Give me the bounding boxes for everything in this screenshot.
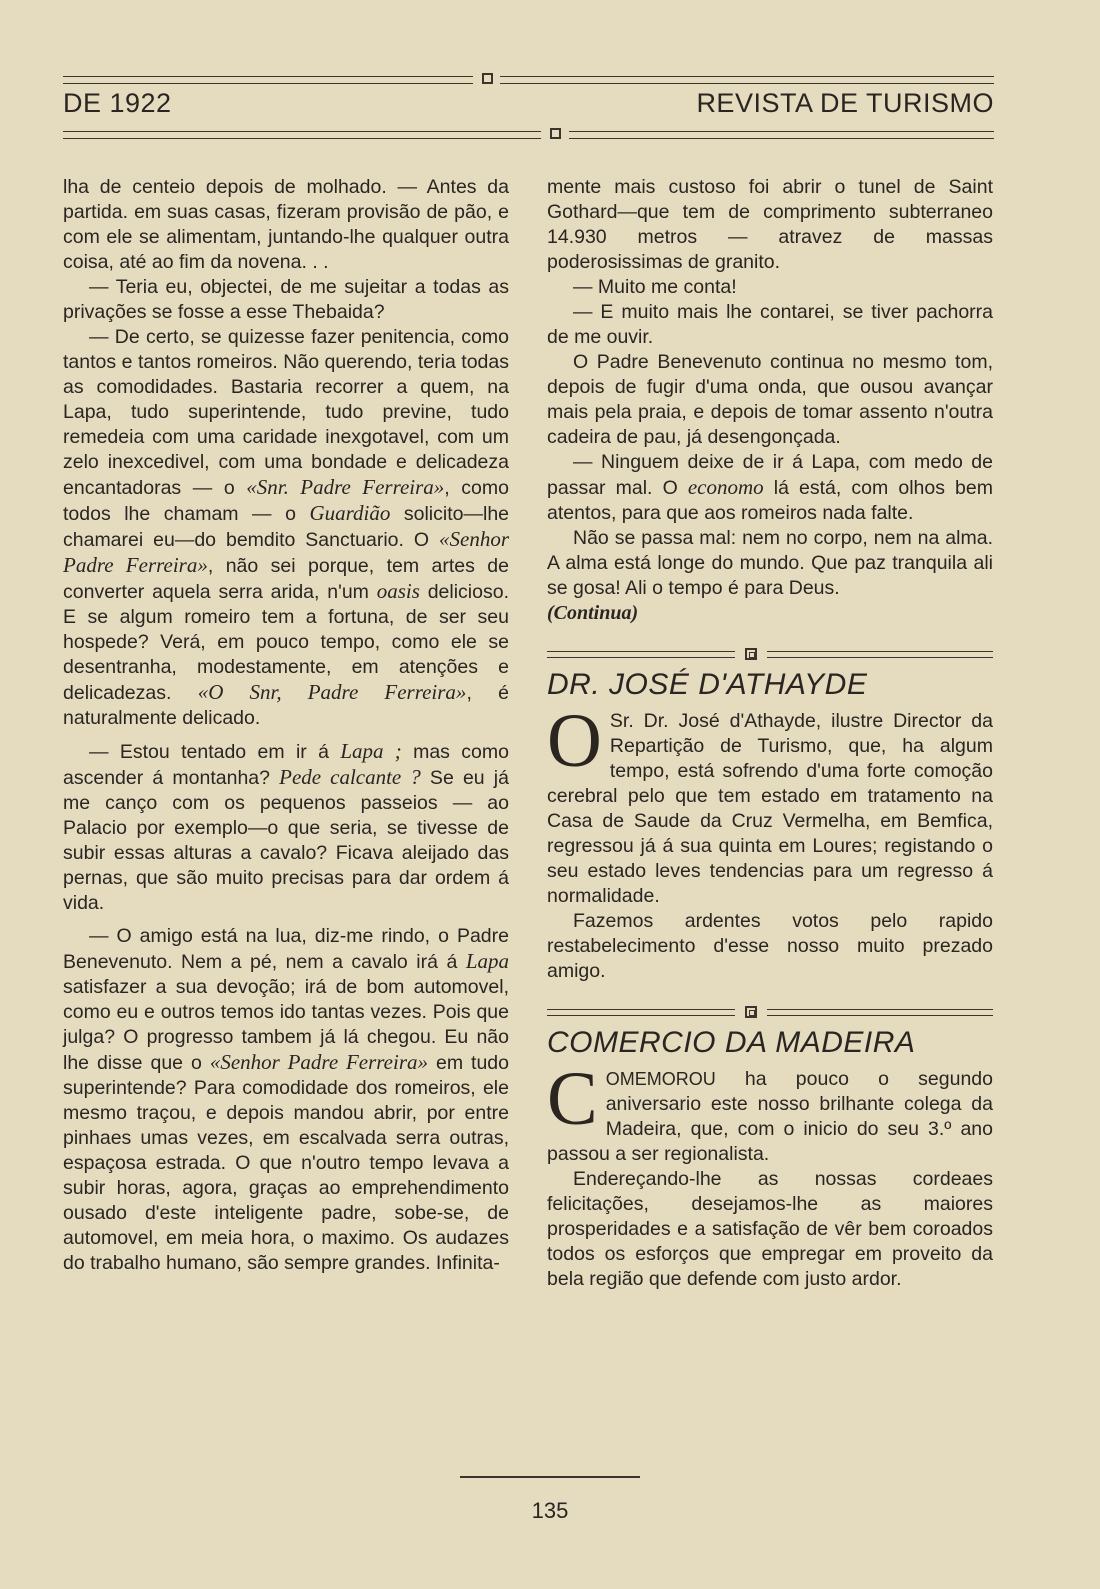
header-bottom-rule-right (569, 131, 994, 139)
page-number: 135 (531, 1498, 569, 1523)
paragraph: — Muito me conta! (573, 276, 737, 298)
italic-name: «Senhor Padre Ferreira» (209, 1050, 428, 1074)
paragraph (547, 1057, 993, 1167)
italic-name: «Senhor Padre Ferreira» (63, 527, 509, 577)
section-divider (547, 1006, 993, 1020)
text-run: — De certo, se quizesse fazer penitencia, como tantos e tantos romeiros. Não querendo, teria todas as comodidades. Bastaria recorrer a quem, na Lapa, tudo superintende, tudo previne, tudo remedeia com uma caridade inexgotavel, com um zelo inexcedivel, com uma bondade e delicadeza encantadoras — o (63, 326, 509, 499)
divider-ornament-icon (745, 648, 757, 660)
running-head-date: DE 1922 (63, 88, 172, 118)
text-run: — Estou tentado em ir á (89, 741, 341, 763)
italic-word: Lapa (465, 949, 509, 973)
italic-phrase: Pede calcante ? (279, 765, 421, 789)
header-top-rule-right (500, 76, 994, 84)
paragraph (63, 924, 509, 1276)
text-run: satisfazer a sua devoção; irá de bom automovel, como eu e outros temos ido tantas vezes. Pois que julga? O progresso tambem já lá chegou. Eu não lhe disse que o (63, 976, 509, 1074)
text-run: Se eu já me canço com os pequenos passeios — ao Palacio por exemplo—o que seria, se tivesse de subir essas alturas a cavalo? Ficava aleijado das pernas, que são muito precisas para dar ordem á vida. (63, 767, 509, 914)
header-top-rule-left (63, 76, 473, 84)
drop-cap: O (547, 699, 602, 783)
paragraph: lha de centeio depois de molhado. — Antes da partida. em suas casas, fizeram provisão de pão, e com ele se alimentam, juntando-lhe qualquer outra coisa, até ao fim da novena. . . (63, 176, 509, 273)
running-head-title: REVISTA DE TURISMO (696, 88, 994, 118)
divider-ornament-icon (745, 1006, 757, 1018)
right-column (547, 175, 993, 1292)
paragraph (547, 699, 993, 909)
footer-rule (460, 1476, 640, 1478)
left-column (63, 175, 509, 1276)
italic-word: Lapa ; (340, 739, 402, 763)
section-divider (547, 648, 993, 662)
paragraph: Fazemos ardentes votos pelo rapido restabelecimento d'esse nosso muito prezado amigo. (547, 910, 993, 982)
header-top-rule-ornament (482, 73, 493, 84)
italic-word: economo (687, 475, 764, 499)
paragraph (63, 325, 509, 731)
paragraph: — E muito mais lhe contarei, se tiver pachorra de me ouvir. (547, 301, 993, 348)
drop-cap: C (547, 1057, 598, 1141)
text-run: em tudo superintende? Para comodidade dos romeiros, ele mesmo traçou, e depois mandou abrir, por entre pinhaes umas vezes, em escalvada serra outras, espaçosa estrada. O que n'outro tempo levava a subir horas, agora, graças ao emprehendimento ousado d'este inteligente padre, sobe-se, de automovel, em meia hora, o maximo. Os audazes do trabalho humano, são sempre grandes. Infinita- (63, 1052, 509, 1274)
text-run: solicito—lhe chamarei eu—do bemdito Sanctuario. O (63, 503, 510, 551)
paragraph: Não se passa mal: nem no corpo, nem na alma. A alma está longe do mundo. Que paz tranquila ali se gosa! Ali o tempo é para Deus. (547, 527, 993, 599)
article-title: DR. JOSÉ D'ATHAYDE (547, 668, 868, 701)
header-bottom-rule-left (63, 131, 541, 139)
italic-word: oasis (376, 579, 420, 603)
paragraph (547, 450, 993, 526)
italic-name: «O Snr, Padre Ferreira» (197, 680, 467, 704)
paragraph (63, 739, 509, 916)
text-run: Sr. Dr. José d'Athayde, ilustre Director da Repartição de Turismo, que, ha algum tempo, está sofrendo d'uma forte comoção cerebral pelo que tem estado em tratamento na Casa de Saude da Cruz Vermelha, em Bemfica, regressou já á sua quinta em Loures; registando o seu estado leves tendencias para um regresso á normalidade. (547, 710, 993, 907)
continua-note: (Continua) (547, 602, 639, 624)
text-run: , como todos lhe chamam — o (63, 477, 509, 525)
text-run: ha pouco o segundo aniversario este nosso brilhante colega da Madeira, que, com o inicio do seu 3.º ano passou a ser regionalista. (547, 1068, 993, 1165)
text-run: lá está, com olhos bem atentos, para que aos romeiros nada falte. (547, 477, 993, 524)
small-caps-word: OMEMOROU (605, 1069, 716, 1089)
italic-word: Guardião (309, 501, 391, 525)
paragraph: Endereçando-lhe as nossas cordeaes felicitações, desejamos-lhe as maiores prosperidades e a satisfação de vêr bem coroados todos os esforços que empregar em proveito da bela região que defende com justo ardor. (547, 1168, 993, 1290)
paragraph: mente mais custoso foi abrir o tunel de Saint Gothard—que tem de comprimento subterraneo 14.930 metros — atravez de massas poderosissimas de granito. (547, 176, 993, 273)
text-run: , não sei porque, tem artes de converter aquela serra arida, n'um (63, 555, 509, 603)
paragraph: O Padre Benevenuto continua no mesmo tom, depois de fugir d'uma onda, que ousou avançar mais pela praia, e depois de tomar assento n'outra cadeira de pau, já desengonçada. (547, 351, 993, 448)
header-bottom-rule-ornament (550, 128, 561, 139)
text-run: — O amigo está na lua, diz-me rindo, o Padre Benevenuto. Nem a pé, nem a cavalo irá á (63, 925, 509, 973)
article-title: COMERCIO DA MADEIRA (547, 1026, 916, 1059)
text-run: mas como ascender á montanha? (63, 741, 509, 789)
paragraph: — Teria eu, objectei, de me sujeitar a todas as privações se fosse a esse Thebaida? (63, 276, 509, 323)
italic-name: «Snr. Padre Ferreira» (246, 475, 445, 499)
text-run: , é naturalmente delicado. (63, 682, 509, 729)
text-run: — Ninguem deixe de ir á Lapa, com medo de passar mal. O (547, 451, 993, 499)
text-run: delicioso. E se algum romeiro tem a fortuna, de ser seu hospede? Verá, em pouco tempo, como ele se desentranha, modestamente, em atenções e delicadezas. (63, 581, 510, 704)
